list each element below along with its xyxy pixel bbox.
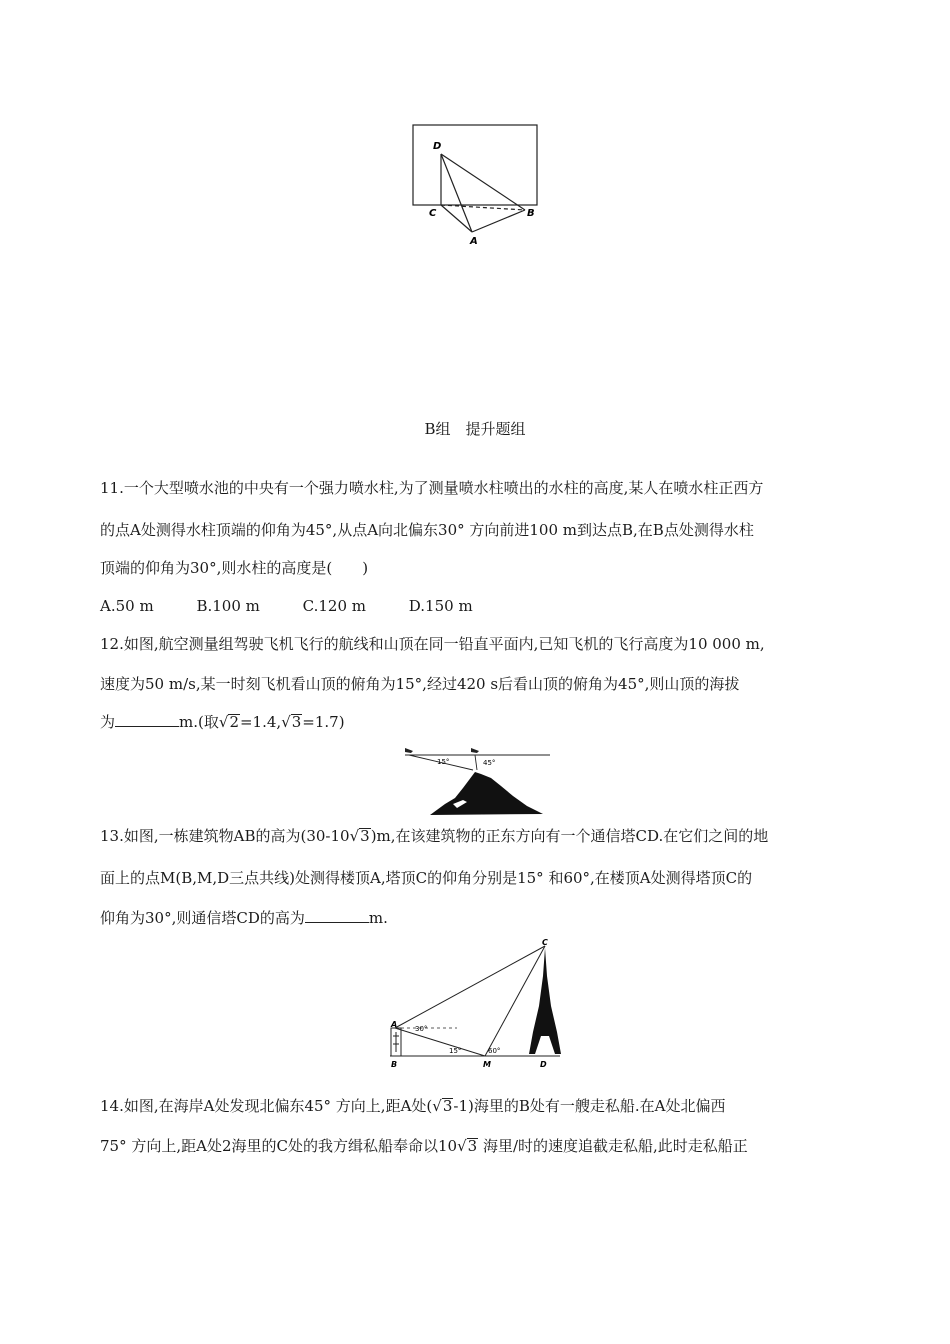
- angle-45: 45°: [483, 759, 496, 767]
- label-A: A: [470, 236, 478, 247]
- mountain-shape: [430, 772, 543, 815]
- plane-rect: [413, 125, 537, 205]
- label-B: B: [391, 1060, 398, 1069]
- q12-line2: 速度为50 m/s,某一时刻飞机看山顶的俯角为15°,经过420 s后看山顶的俯角为45°,则山顶的海拔: [100, 675, 740, 693]
- label-C: C: [542, 938, 548, 947]
- label-A: A: [391, 1020, 398, 1029]
- label-M: M: [483, 1060, 491, 1069]
- angle-60: 60°: [488, 1047, 501, 1055]
- q13-line2: 面上的点M(B,M,D三点共线)处测得楼顶A,塔顶C的仰角分别是15° 和60°,在楼顶A处测得塔顶C的: [100, 869, 753, 887]
- section-title: B组 提升题组: [424, 420, 526, 438]
- q12-line1: 12.如图,航空测量组驾驶飞机飞行的航线和山顶在同一铅直平面内,已知飞机的飞行高度为10 000 m,: [100, 635, 765, 653]
- answer-blank: [115, 712, 179, 727]
- angle-15: 15°: [449, 1047, 462, 1055]
- q13-line1: 13.如图,一栋建筑物AB的高为(30-10√3)m,在该建筑物的正东方向有一个通信塔CD.在它们之间的地: [100, 827, 769, 845]
- q11-line2: 的点A处测得水柱顶端的仰角为45°,从点A向北偏东30° 方向前进100 m到达点B,在B点处测得水柱: [100, 521, 754, 539]
- figure-tower: [385, 936, 565, 1072]
- plane-icon: [405, 748, 479, 753]
- option-b: B.100 m: [196, 597, 260, 615]
- option-c: C.120 m: [302, 597, 367, 615]
- option-a: A.50 m: [100, 597, 154, 615]
- answer-blank: [305, 908, 369, 923]
- q11-line3: 顶端的仰角为30°,则水柱的高度是( ): [100, 559, 369, 577]
- q11-line1: 11.一个大型喷水池的中央有一个强力喷水柱,为了测量喷水柱喷出的水柱的高度,某人在喷水柱正西方: [100, 479, 764, 497]
- label-C: C: [429, 208, 437, 219]
- angle-15: 15°: [437, 758, 450, 766]
- q14-line1: 14.如图,在海岸A处发现北偏东45° 方向上,距A处(√3-1)海里的B处有一艘走私船.在A处北偏西: [100, 1097, 726, 1115]
- q11-options: [100, 596, 511, 616]
- q14-line2: 75° 方向上,距A处2海里的C处的我方缉私船奉命以10√3 海里/时的速度追截走私船,此时走私船正: [100, 1137, 748, 1155]
- q13-line3: 仰角为30°,则通信塔CD的高为 m.: [100, 909, 388, 927]
- label-D: D: [433, 141, 442, 152]
- figure-mountain: [395, 740, 555, 820]
- figure-tetrahedron: [405, 120, 545, 250]
- q12-line3: 为 m.(取√2=1.4,√3=1.7): [100, 713, 345, 731]
- angle-30: 30°: [415, 1025, 428, 1033]
- label-B: B: [527, 208, 535, 219]
- option-d: D.150 m: [408, 597, 473, 615]
- label-D: D: [540, 1060, 547, 1069]
- tower: [529, 948, 561, 1054]
